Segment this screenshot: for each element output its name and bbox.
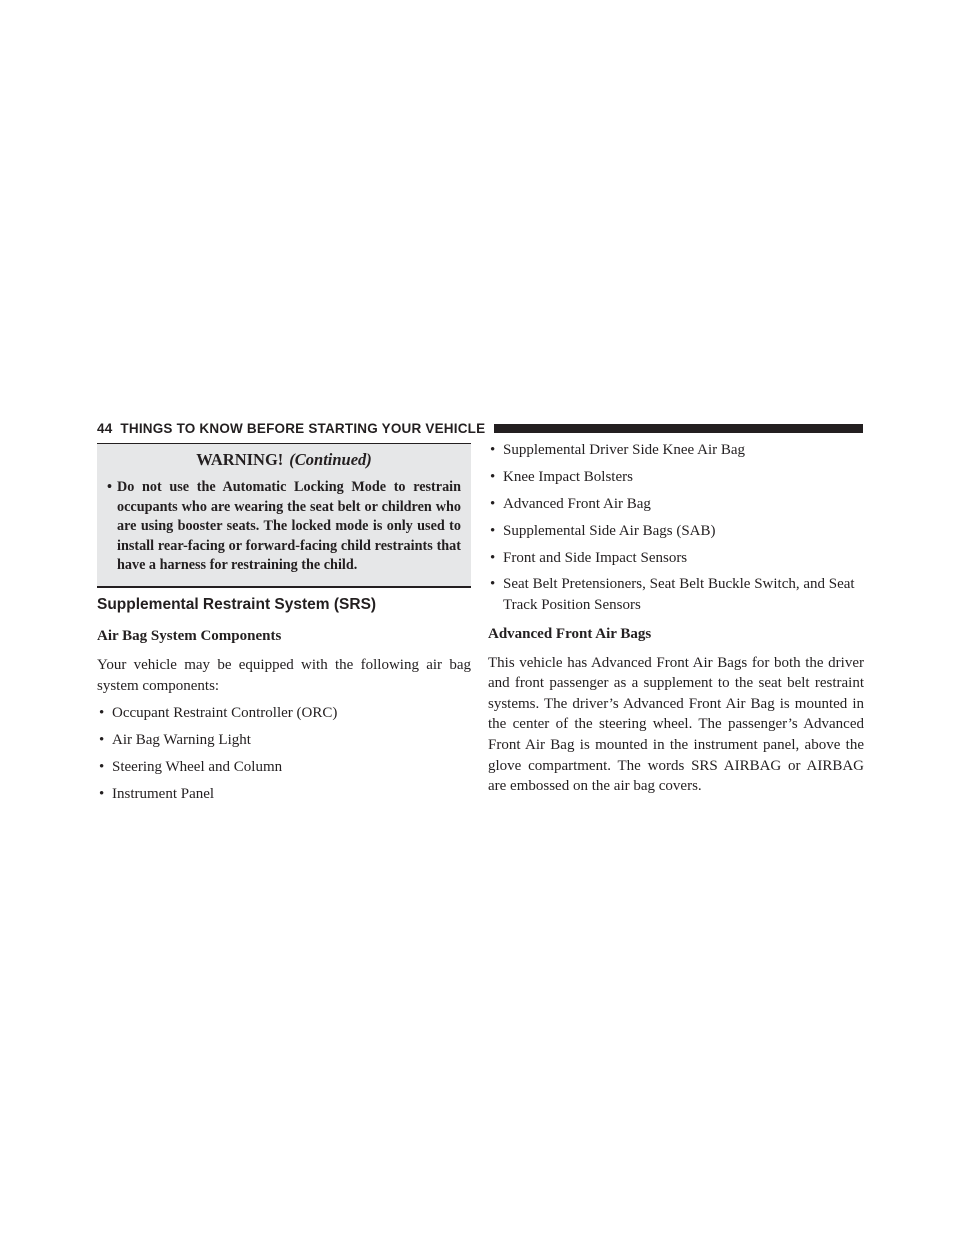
bullet-icon: • <box>490 522 496 539</box>
advanced-text: This vehicle has Advanced Front Air Bags for both the driver and front passenger as a supplement to the seat belt restraint systems. The driver’s Advanced Front Air Bag is mounted in the center of the steering wheel. The passenger’s Advanced Front Air Bag is mounted in the instrument panel, above the glove compartment. The words SRS AIRBAG or AIRBAG are embossed on the air bag covers. <box>488 654 864 795</box>
components-list-left <box>97 703 471 804</box>
bullet-icon: • <box>490 549 496 566</box>
bullet-icon: • <box>490 495 496 512</box>
list-item: • Front and Side Impact Sensors <box>488 548 864 569</box>
page-number: 44 <box>97 420 113 436</box>
list-item: • Instrument Panel <box>97 784 471 805</box>
bullet-icon: • <box>99 732 105 749</box>
bullet-icon: • <box>99 705 105 722</box>
list-item: • Steering Wheel and Column <box>97 757 471 778</box>
warning-box <box>97 443 471 588</box>
page-header <box>97 418 863 438</box>
components-list-right <box>488 440 864 616</box>
left-column <box>97 443 471 814</box>
list-item: • Supplemental Side Air Bags (SAB) <box>488 521 864 542</box>
bullet-icon: • <box>99 785 105 802</box>
list-item: • Occupant Restraint Controller (ORC) <box>97 703 471 724</box>
bullet-icon: • <box>99 758 105 775</box>
warning-continued: (Continued) <box>289 450 372 469</box>
list-item: • Advanced Front Air Bag <box>488 494 864 515</box>
bullet-icon: • <box>490 468 496 485</box>
components-heading: Air Bag System Components <box>97 627 282 644</box>
list-item: • Seat Belt Pretensioners, Seat Belt Buckle Switch, and Seat Track Position Sensors <box>490 576 855 614</box>
section-title: THINGS TO KNOW BEFORE STARTING YOUR VEHICLE <box>120 420 486 436</box>
bullet-icon: • <box>490 576 496 593</box>
header-rule <box>494 424 863 433</box>
warning-title <box>107 450 461 470</box>
srs-heading: Supplemental Restraint System (SRS) <box>97 595 377 613</box>
warning-label: WARNING! <box>196 450 284 469</box>
list-item: • Knee Impact Bolsters <box>488 467 864 488</box>
advanced-heading: Advanced Front Air Bags <box>488 625 652 642</box>
warning-item <box>107 478 461 576</box>
list-item: • Air Bag Warning Light <box>97 730 471 751</box>
components-intro: Your vehicle may be equipped with the following air bag system components: <box>97 656 471 694</box>
bullet-icon: • <box>107 479 112 495</box>
warning-item-text: Do not use the Automatic Locking Mode to restrain occupants who are wearing the seat belt or children who are using booster seats. The locked mode is only used to install rear-facing or forward-facing child restraints that have a harness for restraining the child. <box>117 479 461 574</box>
list-item: • Supplemental Driver Side Knee Air Bag <box>488 440 864 461</box>
bullet-icon: • <box>490 442 496 458</box>
right-column <box>488 440 864 804</box>
